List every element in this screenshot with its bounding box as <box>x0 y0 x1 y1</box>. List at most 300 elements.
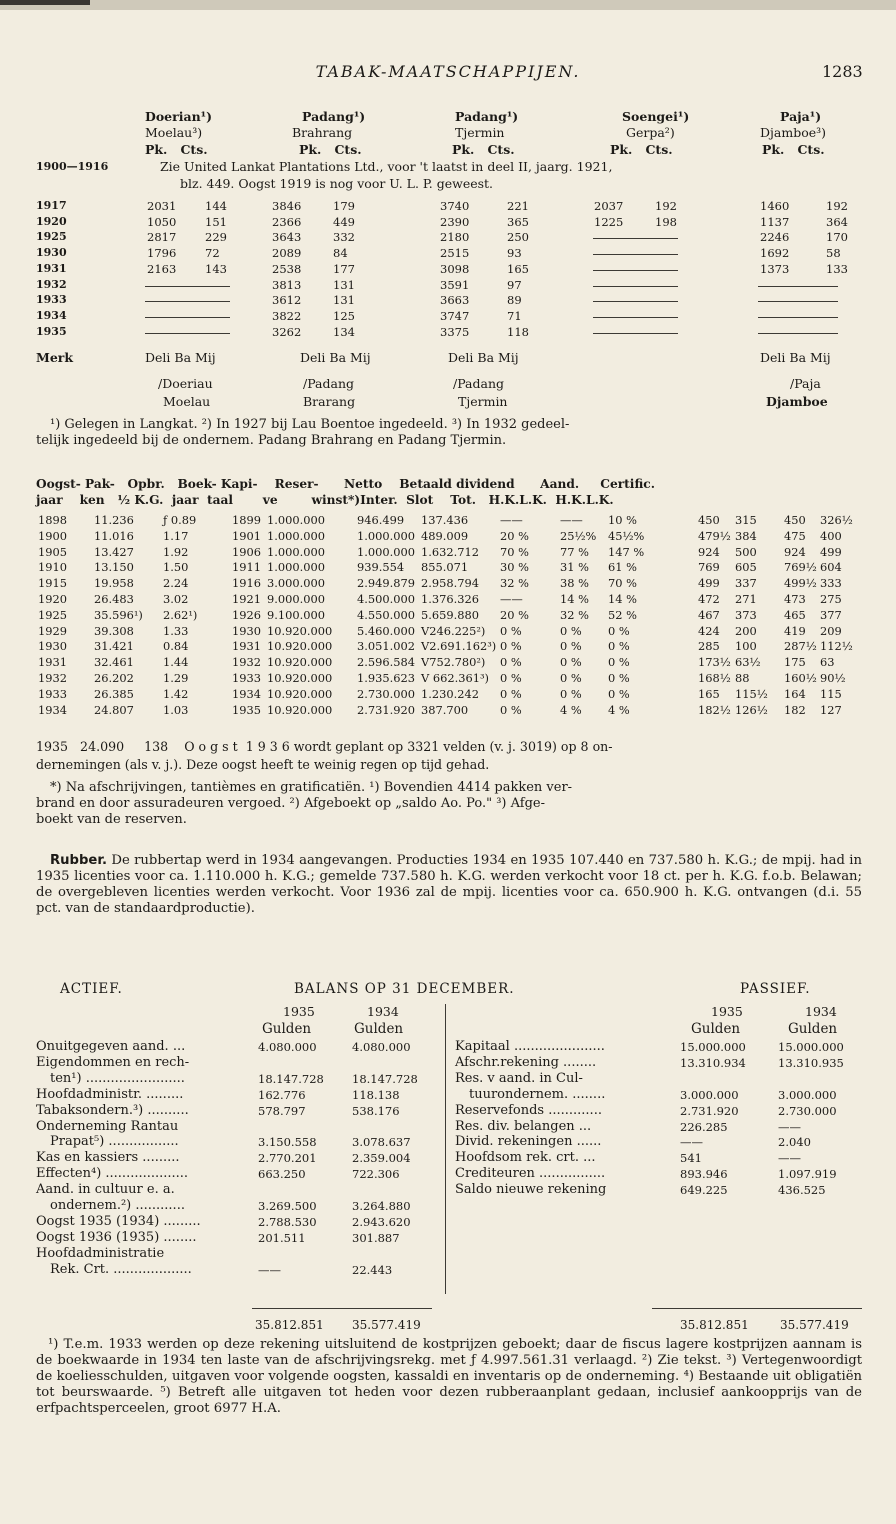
footnote: telijk ingedeeld bij de ondernem. Padang Brahrang en Padang Tjermin. <box>36 433 507 448</box>
table2-cell: 20 % <box>500 528 529 543</box>
table2-cell: 605 <box>735 560 757 575</box>
merk-text: Deli Ba Mij <box>448 350 519 365</box>
merk-text: Djamboe <box>766 394 828 409</box>
table2-cell: 467 <box>698 607 720 622</box>
table2-cell: 326½ <box>820 513 853 527</box>
table1-cell: 2390 <box>440 214 470 229</box>
balans-item-value: 13.310.935 <box>778 1055 844 1070</box>
table2-cell: 337 <box>735 576 757 591</box>
table2-cell: V752.780²) <box>421 655 486 670</box>
balans-item-value: 201.511 <box>258 1230 306 1245</box>
balans-item-label: Reservefonds ............. <box>455 1102 602 1118</box>
table2-cell: 1.50 <box>163 560 189 575</box>
table2-cell: 63½ <box>735 655 761 670</box>
table2-cell: 0 % <box>500 671 522 685</box>
balans-item-value: 3.078.637 <box>352 1135 411 1150</box>
table2-cell: 1900 <box>38 528 67 543</box>
empty-cell-dash <box>758 317 838 318</box>
balans-item-value: 162.776 <box>258 1087 306 1102</box>
table2-cell: V246.225²) <box>421 623 486 638</box>
merk-text: Deli Ba Mij <box>145 350 216 365</box>
table2-cell: 604 <box>820 560 842 575</box>
table1-cell: 144 <box>205 199 227 213</box>
total-rule <box>252 1308 432 1309</box>
table2-cell: 1.42 <box>163 686 189 701</box>
table2-cell: 1933 <box>38 686 67 701</box>
balans-item-value: 538.176 <box>352 1103 400 1118</box>
table2-cell: 61 % <box>608 560 637 575</box>
table2-cell: 2.596.584 <box>357 655 415 670</box>
balans-item-value: 13.310.934 <box>680 1055 746 1070</box>
passief-total: 35.577.419 <box>780 1318 849 1332</box>
merk-text: Deli Ba Mij <box>760 350 831 365</box>
row-year: 1931 <box>36 261 67 275</box>
balans-item-label: Oogst 1935 (1934) ......... <box>36 1213 201 1229</box>
table2-cell: 1.44 <box>163 655 189 670</box>
table1-cell: 365 <box>507 214 529 229</box>
table2-row-1935: 1935 24.090 138 O o g s t 1 9 3 6 wordt geplant op 3321 velden (v. j. 3019) op 8 on- <box>36 739 613 754</box>
table1-cell: 3813 <box>272 277 302 292</box>
table2-cell: 1.632.712 <box>421 544 479 559</box>
table2-cell: 39.308 <box>94 623 134 638</box>
table2-cell: 0 % <box>500 639 522 654</box>
table2-cell: 0 % <box>500 655 522 670</box>
table1-cell: 143 <box>205 261 227 276</box>
table2-cell: 946.499 <box>357 513 405 527</box>
table2-cell: 424 <box>698 623 720 638</box>
table2-cell: 31 % <box>560 560 589 575</box>
balans-item-label: Crediteuren ................ <box>455 1166 606 1182</box>
table2-cell: 2.62¹) <box>163 607 198 622</box>
row-year: 1933 <box>36 293 67 307</box>
col-header-units: Pk. Cts. <box>610 142 673 157</box>
merk-text: Tjermin <box>458 394 508 409</box>
table2-cell: 30 % <box>500 560 529 575</box>
table1-cell: 1050 <box>147 214 177 229</box>
table1-cell: 151 <box>205 214 227 229</box>
table2-cell: 1930 <box>232 623 261 638</box>
table2-cell: 182 <box>784 702 806 717</box>
balans-item-value: 15.000.000 <box>680 1040 746 1054</box>
table2-cell: 499 <box>698 576 720 591</box>
table2-cell: 0 % <box>608 623 630 638</box>
table1-cell: 125 <box>333 308 355 323</box>
table2-cell: 0 % <box>560 671 582 685</box>
merk-text: Deli Ba Mij <box>300 350 371 365</box>
table2-cell: 377 <box>820 607 842 622</box>
table1-cell: 3846 <box>272 199 302 213</box>
table2-cell: 0 % <box>560 639 582 654</box>
table2-cell: 20 % <box>500 607 529 622</box>
table2-cell: 1.92 <box>163 544 189 559</box>
table2-cell: 164 <box>784 686 806 701</box>
table2-cell: 10.920.000 <box>267 671 333 685</box>
table1-cell: 1373 <box>760 261 790 276</box>
table2-cell: 26.483 <box>94 592 134 606</box>
table2-cell: —— <box>500 592 523 606</box>
table2-cell: 1920 <box>38 592 67 606</box>
table2-cell: 1.000.000 <box>267 544 325 559</box>
table2-cell: 19.958 <box>94 576 134 591</box>
total-rule <box>652 1308 862 1309</box>
table2-cell: 1.000.000 <box>267 528 325 543</box>
table2-cell: 769 <box>698 560 720 575</box>
table2-cell: 1934 <box>232 686 261 701</box>
table2-cell: 63 <box>820 655 835 670</box>
table1-cell: 2180 <box>440 230 470 245</box>
balans-item-label: ten¹) ........................ <box>50 1070 185 1086</box>
balans-item-value: —— <box>778 1151 801 1166</box>
table1-cell: 2817 <box>147 230 177 245</box>
empty-cell-dash <box>758 301 838 302</box>
row-year: 1917 <box>36 199 67 212</box>
table2-cell: 209 <box>820 623 842 638</box>
table2-cell: 11.236 <box>94 513 134 527</box>
table2-cell: 26.385 <box>94 686 134 701</box>
balans-item-value: 4.080.000 <box>352 1040 411 1054</box>
table2-cell: 489.009 <box>421 528 469 543</box>
page-title: TABAK-MAATSCHAPPIJEN. <box>315 62 581 81</box>
table1-cell: 2031 <box>147 199 177 213</box>
table1-cell: 2538 <box>272 261 302 276</box>
table2-cell: 0 % <box>560 623 582 638</box>
table1-cell: 134 <box>333 324 355 339</box>
balans-item-label: Hoofdsom rek. crt. ... <box>455 1150 596 1166</box>
table2-cell: 26.202 <box>94 671 134 685</box>
table1-cell: 2366 <box>272 214 302 229</box>
balans-item-value: 1.097.919 <box>778 1167 837 1182</box>
table2-cell: 4.500.000 <box>357 592 415 606</box>
table2-cell: 77 % <box>560 544 589 559</box>
table2-cell: 10.920.000 <box>267 686 333 701</box>
col-header-name: Doerian¹) <box>145 109 213 124</box>
balans-item-value: 3.264.880 <box>352 1199 411 1213</box>
table2-row-1935-cont: dernemingen (als v. j.). Deze oogst heeft te weinig regen op tijd gehad. <box>36 757 490 772</box>
actief-total: 35.812.851 <box>255 1318 324 1332</box>
table2-cell: 924 <box>698 544 720 559</box>
actief-label: ACTIEF. <box>60 981 123 997</box>
table2-cell: 1933 <box>232 671 261 685</box>
table2-cell: 10 % <box>608 513 637 527</box>
balans-item-label: Res. v aand. in Cul- <box>455 1070 583 1086</box>
balans-item-label: Effecten⁴) .................... <box>36 1166 189 1182</box>
balans-item-value: 3.269.500 <box>258 1199 317 1213</box>
table2-cell: 1.29 <box>163 671 189 685</box>
balans-item-value: 301.887 <box>352 1230 400 1245</box>
table2-cell: 10.920.000 <box>267 702 333 717</box>
table2-cell: 24.807 <box>94 702 134 717</box>
empty-cell-dash <box>593 301 678 302</box>
table2-cell: 287½ <box>784 639 817 654</box>
currency-header: Gulden <box>262 1021 312 1037</box>
balans-item-value: 2.788.530 <box>258 1214 317 1229</box>
table2-cell: 14 % <box>560 592 589 606</box>
table2-header-line1: Oogst- Pak- Opbr. Boek- Kapi- Reser- Netto Betaald dividend Aand. Certific. <box>36 477 655 491</box>
table2-cell: 14 % <box>608 592 637 606</box>
row-year: 1932 <box>36 277 67 291</box>
year-header: 1934 <box>367 1004 399 1019</box>
table2-cell: 1915 <box>38 576 67 591</box>
table2-cell: 9.100.000 <box>267 607 325 622</box>
actief-total: 35.577.419 <box>352 1318 421 1332</box>
table1-cell: 3098 <box>440 261 470 276</box>
table2-cell: 1934 <box>38 702 67 717</box>
table1-cell: 179 <box>333 199 355 213</box>
empty-cell-dash <box>593 333 678 334</box>
year-header: 1935 <box>711 1004 743 1019</box>
balans-item-value: 226.285 <box>680 1119 728 1134</box>
balans-item-value: 15.000.000 <box>778 1040 844 1054</box>
table2-cell: 1.03 <box>163 702 189 717</box>
balans-item-value: 2.770.201 <box>258 1151 317 1166</box>
balans-item-label: Oogst 1936 (1935) ........ <box>36 1229 197 1245</box>
balans-item-label: Onuitgegeven aand. ... <box>36 1039 186 1054</box>
table2-header-line2: jaar ken ½ K.G. jaar taal ve winst*)Inter. Slot Tot. H.K.L.K. H.K.L.K. <box>36 493 614 507</box>
table2-cell: 45½% <box>608 528 645 543</box>
table2-cell: —— <box>500 513 523 527</box>
row-year: 1930 <box>36 246 67 260</box>
table1-cell: 3643 <box>272 230 302 245</box>
table2-cell: 1916 <box>232 576 261 591</box>
table2-cell: 450 <box>784 513 806 527</box>
table1-cell: 449 <box>333 214 355 229</box>
table2-cell: 35.596¹) <box>94 607 143 622</box>
table2-cell: ƒ 0.89 <box>163 513 197 527</box>
table2-cell: 499 <box>820 544 842 559</box>
table2-cell: 9.000.000 <box>267 592 325 606</box>
table2-cell: 1901 <box>232 528 261 543</box>
table2-cell: 275 <box>820 592 842 606</box>
col-header-units: Pk. Cts. <box>762 142 825 157</box>
table1-cell: 71 <box>507 308 522 323</box>
table2-cell: 165 <box>698 686 720 701</box>
table2-cell: 1921 <box>232 592 261 606</box>
table2-cell: 10.920.000 <box>267 623 333 638</box>
table2-cell: 0 % <box>500 686 522 701</box>
table2-cell: 182½ <box>698 702 731 717</box>
table2-cell: 333 <box>820 576 842 591</box>
table2-cell: 115 <box>820 686 842 701</box>
table2-cell: 1926 <box>232 607 261 622</box>
balans-item-label: Hoofdadministratie <box>36 1245 165 1261</box>
table1-cell: 250 <box>507 230 529 245</box>
table2-cell: 1931 <box>38 655 67 670</box>
table2-cell: 38 % <box>560 576 589 591</box>
table1-cell: 229 <box>205 230 227 245</box>
balans-item-label: Eigendommen en rech- <box>36 1054 190 1070</box>
table2-cell: 0 % <box>560 655 582 670</box>
table2-cell: 1898 <box>38 513 67 527</box>
table1-cell: 3262 <box>272 324 302 339</box>
table2-cell: 1.376.326 <box>421 592 479 606</box>
merk-text: /Padang <box>303 376 355 391</box>
table2-cell: 200 <box>735 623 757 638</box>
currency-header: Gulden <box>691 1021 741 1037</box>
empty-cell-dash <box>758 286 838 287</box>
table2-cell: 4 % <box>560 702 582 717</box>
table1-cell: 198 <box>655 214 677 229</box>
col-header-units: Pk. Cts. <box>145 142 208 157</box>
row-year: 1900—1916 <box>36 160 109 173</box>
table2-cell: 2.730.000 <box>357 686 415 701</box>
currency-header: Gulden <box>788 1021 838 1037</box>
table2-cell: 70 % <box>500 544 529 559</box>
balans-item-label: ondernem.²) ............ <box>50 1198 185 1213</box>
table2-cell: 5.659.880 <box>421 607 479 622</box>
table2-cell: 90½ <box>820 671 846 685</box>
table2-cell: 384 <box>735 528 757 543</box>
table2-cell: 450 <box>698 513 720 527</box>
col-header-name: Paja¹) <box>780 109 822 124</box>
table2-cell: 475 <box>784 528 806 543</box>
table2-cell: 5.460.000 <box>357 623 415 638</box>
empty-cell-dash <box>593 270 678 271</box>
table2-cell: 32 % <box>500 576 529 591</box>
table2-cell: 1.935.623 <box>357 671 415 685</box>
empty-cell-dash <box>593 286 678 287</box>
table1-cell: 3822 <box>272 308 302 323</box>
table1-cell: 364 <box>826 214 848 229</box>
table2-cell: 100 <box>735 639 757 654</box>
col-header-units: Pk. Cts. <box>299 142 362 157</box>
footnote: *) Na afschrijvingen, tantièmes en gratificatiën. ¹) Bovendien 4414 pakken ver- <box>50 780 573 795</box>
col-header-sub: Djamboe³) <box>760 125 827 140</box>
balans-item-value: 3.000.000 <box>680 1087 739 1102</box>
row-year: 1934 <box>36 308 67 322</box>
table2-cell: 1.000.000 <box>267 560 325 575</box>
footnote: brand en door assuradeuren vergoed. ²) Afgeboekt op „saldo Ao. Po." ³) Afge- <box>36 796 546 811</box>
rubber-paragraph <box>36 853 862 917</box>
balans-item-value: 2.731.920 <box>680 1103 739 1118</box>
balans-footnotes: ¹) T.e.m. 1933 werden op deze rekening uitsluitend de kostprijzen geboekt; daar de fiscus lagere kostprijzen aannam is de boekwaarde in 1934 ten laste van de afschrijvingsrekg. met ƒ 4.997.561.31 verlaagd. ²) Zie tekst. ³) Vertegenwoordigt de koeliesschulden, uitgaven voor volgende oogsten, kassaldi en inventaris op de onderneming. ⁴) Bestaande uit obligatiën tot beurswaarde. ⁵) Betreft alle uitgaven tot heden voor dezen rubberaanplant gedaan, inclusief aankoopprijs van de erfpachtsperceelen, groot 6977 H.A. <box>36 1337 862 1416</box>
balans-item-label: Kas en kassiers ......... <box>36 1150 180 1166</box>
merk-text: /Doeriau <box>158 376 213 391</box>
table1-cell: 1225 <box>594 214 624 229</box>
balans-item-value: 18.147.728 <box>352 1071 418 1086</box>
table2-cell: 3.051.002 <box>357 639 415 654</box>
balans-item-value: 3.000.000 <box>778 1087 837 1102</box>
table2-cell: 32 % <box>560 607 589 622</box>
table2-cell: 465 <box>784 607 806 622</box>
table2-cell: 175 <box>784 655 806 670</box>
table2-cell: 13.427 <box>94 544 134 559</box>
balans-item-label: Saldo nieuwe rekening <box>455 1182 607 1198</box>
table1-cell: 2163 <box>147 261 177 276</box>
balans-item-label: Onderneming Rantau <box>36 1118 179 1134</box>
table2-cell: 3.000.000 <box>267 576 325 591</box>
currency-header: Gulden <box>354 1021 404 1037</box>
table2-cell: 3.02 <box>163 592 189 606</box>
table2-cell: 0 % <box>560 686 582 701</box>
table1-cell: 84 <box>333 246 348 261</box>
rubber-label: Rubber. <box>50 853 107 868</box>
table2-cell: —— <box>560 513 583 527</box>
table1-cell: 2246 <box>760 230 790 245</box>
balans-item-value: 578.797 <box>258 1103 306 1118</box>
table1-cell: 1460 <box>760 199 790 213</box>
table2-cell: 1.000.000 <box>357 528 415 543</box>
rubber-text: De rubbertap werd in 1934 aangevangen. Producties 1934 en 1935 107.440 en 737.580 h. K.G.; de mpij. had in 1935 licenties voor ca. 1.110.000 h. K.G.; gemelde 737.580 h. K.G. werden verkocht voor 18 ct. per h. K.G. f.o.b. Belawan; de overgebleven licenties werden verkocht. Voor 1936 zal de mpij. licenties voor ca. 650.900 h. K.G. ontvangen (d.i. 55 pct. van de standaardproductie). <box>36 853 862 916</box>
table2-cell: 271 <box>735 592 757 606</box>
table1-cell: 1796 <box>147 246 177 261</box>
row-note: blz. 449. Oogst 1919 is nog voor U. L. P. geweest. <box>180 176 494 191</box>
scan-edge-bar <box>0 0 896 10</box>
table2-cell: 1931 <box>232 639 261 654</box>
table1-cell: 3375 <box>440 324 470 339</box>
table2-cell: 924 <box>784 544 806 559</box>
table1-cell: 72 <box>205 246 220 261</box>
table2-cell: 499½ <box>784 576 817 591</box>
table2-cell: 1899 <box>232 513 261 527</box>
table2-cell: V 662.361³) <box>421 671 489 685</box>
table2-cell: 173½ <box>698 655 731 670</box>
col-header-name: Padang¹) <box>302 109 366 124</box>
table2-cell: 88 <box>735 671 750 685</box>
balans-item-value: —— <box>778 1119 801 1134</box>
passief-label: PASSIEF. <box>740 981 811 997</box>
table2-cell: 1.230.242 <box>421 686 479 701</box>
table2-cell: 2.958.794 <box>421 576 479 591</box>
table2-cell: 1910 <box>38 560 67 575</box>
table2-cell: 127 <box>820 702 842 717</box>
balans-item-label: Hoofdadministr. ......... <box>36 1086 184 1102</box>
table1-cell: 2037 <box>594 199 624 213</box>
col-header-sub: Brahrang <box>292 125 353 140</box>
balans-divider <box>445 1004 446 1294</box>
table1-cell: 192 <box>655 199 677 213</box>
table2-cell: 855.071 <box>421 560 469 575</box>
table2-cell: 400 <box>820 528 842 543</box>
table2-cell: 160½ <box>784 671 817 685</box>
col-header-sub: Tjermin <box>455 125 505 140</box>
table1-cell: 3612 <box>272 293 302 308</box>
table1-cell: 3747 <box>440 308 470 323</box>
balans-item-label: Prapat⁵) ................. <box>50 1134 179 1150</box>
table1-cell: 131 <box>333 277 355 292</box>
balans-item-value: 4.080.000 <box>258 1040 317 1054</box>
empty-cell-dash <box>593 317 678 318</box>
table1-cell: 165 <box>507 261 529 276</box>
table2-cell: 137.436 <box>421 513 469 527</box>
balans-item-label: Afschr.rekening ........ <box>455 1054 597 1070</box>
table2-cell: 500 <box>735 544 757 559</box>
table1-cell: 3740 <box>440 199 470 213</box>
table1-cell: 93 <box>507 246 522 261</box>
table2-cell: 479½ <box>698 528 731 543</box>
table1-cell: 89 <box>507 293 522 308</box>
passief-total: 35.812.851 <box>680 1318 749 1332</box>
table2-cell: 769½ <box>784 560 817 575</box>
row-year: 1920 <box>36 214 67 228</box>
table2-cell: 10.920.000 <box>267 639 333 654</box>
balans-item-value: 893.946 <box>680 1167 728 1182</box>
table2-cell: V2.691.162³) <box>421 639 497 654</box>
table2-cell: 0 % <box>608 639 630 654</box>
balans-item-label: Rek. Crt. ................... <box>50 1261 192 1277</box>
table2-cell: 0.84 <box>163 639 189 654</box>
balans-item-label: tuurondernem. ........ <box>469 1086 606 1102</box>
table1-cell: 58 <box>826 246 841 261</box>
table2-cell: 112½ <box>820 639 853 654</box>
table2-cell: 1925 <box>38 607 67 622</box>
table2-cell: 52 % <box>608 607 637 622</box>
table1-cell: 1137 <box>760 214 790 229</box>
table2-cell: 1.000.000 <box>267 513 325 527</box>
col-header-units: Pk. Cts. <box>452 142 515 157</box>
table2-cell: 1935 <box>232 702 261 717</box>
table2-cell: 1.17 <box>163 528 189 543</box>
table2-cell: 115½ <box>735 686 768 701</box>
